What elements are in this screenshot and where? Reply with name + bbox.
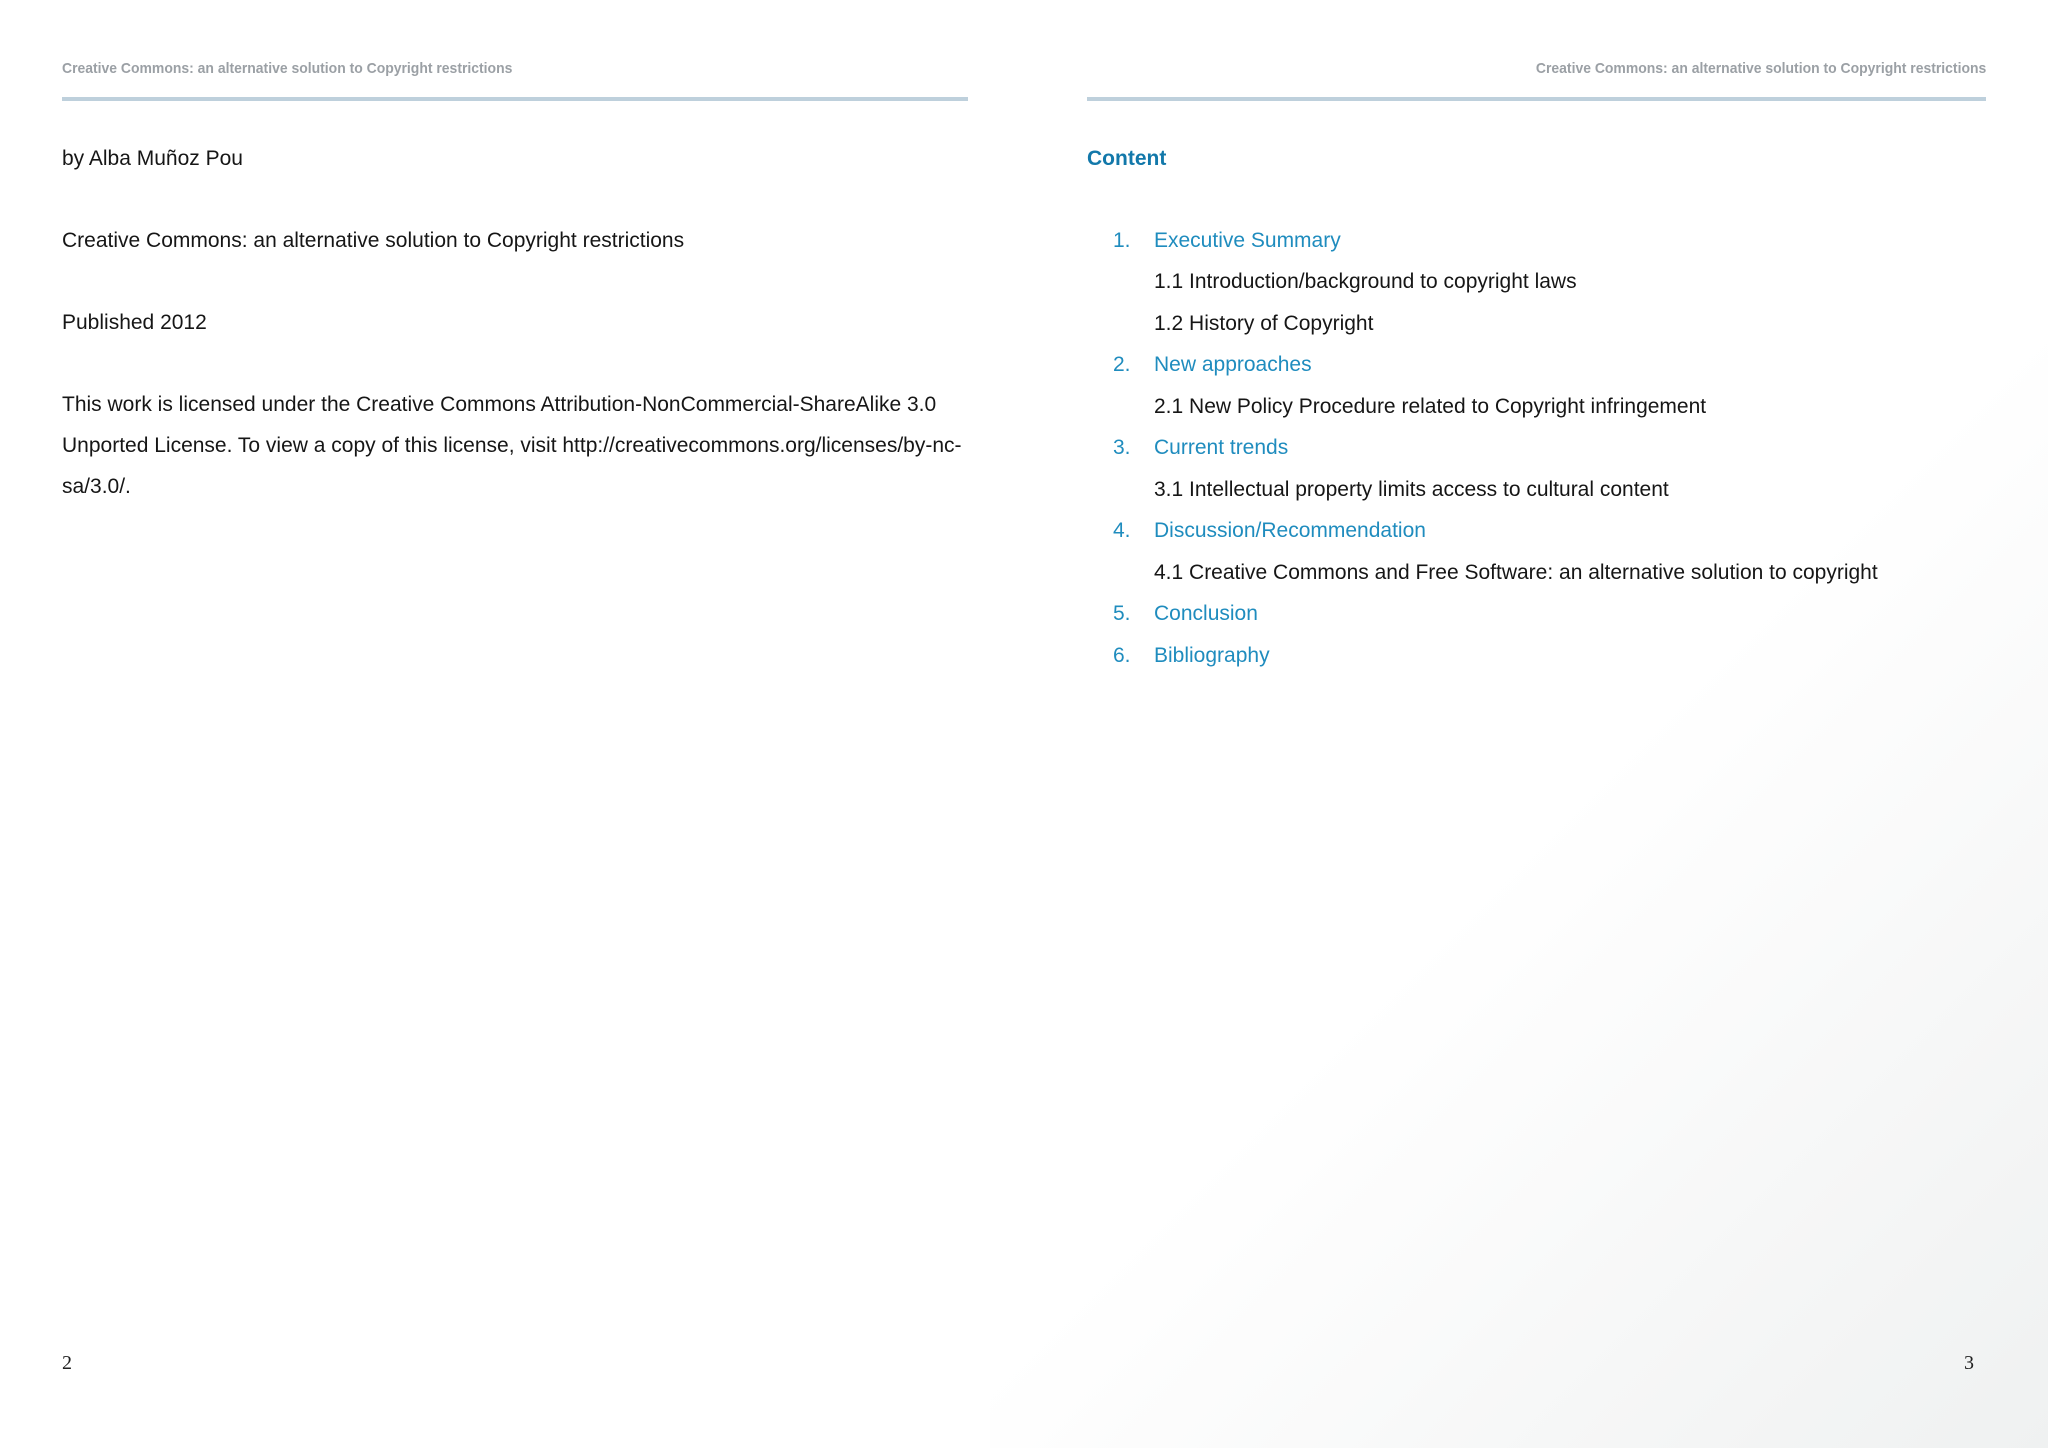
toc-item-label: Bibliography (1154, 643, 1270, 667)
toc-item-number: 5. (1113, 602, 1131, 626)
toc-item-label: 1.1 Introduction/background to copyright laws (1154, 270, 1577, 294)
header-rule-left (62, 97, 968, 101)
toc-item-label: Conclusion (1154, 602, 1258, 626)
toc-subitem (1087, 303, 2017, 345)
toc-subitem (1087, 262, 2017, 304)
toc-item[interactable] (1087, 220, 2017, 262)
toc-item-label: Discussion/Recommendation (1154, 519, 1426, 543)
toc-item[interactable] (1087, 594, 2017, 636)
toc-heading: Content (1087, 147, 1167, 170)
toc-item-label: 3.1 Intellectual property limits access to cultural content (1154, 477, 1669, 501)
toc-subitem (1087, 552, 2017, 594)
toc-subitem (1087, 469, 2017, 511)
toc-item-label: New approaches (1154, 353, 1312, 377)
toc-item[interactable] (1087, 345, 2017, 387)
running-header-right: Creative Commons: an alternative solution to Copyright restrictions (1535, 60, 1986, 77)
title-page-body (62, 138, 968, 548)
toc-item-label: 4.1 Creative Commons and Free Software: an alternative solution to copyright (1154, 560, 1878, 584)
license-line: Unported License. To view a copy of this license, visit http://creativecommons.org/licenses/by-nc- (62, 434, 962, 457)
page-right (990, 0, 2048, 1448)
byline: by Alba Muñoz Pou (62, 147, 243, 170)
running-header-left: Creative Commons: an alternative solution to Copyright restrictions (62, 60, 513, 77)
document-title: Creative Commons: an alternative solution to Copyright restrictions (62, 229, 685, 252)
license-line: This work is licensed under the Creative Commons Attribution-NonCommercial-ShareAlike 3.0 (62, 393, 937, 416)
license-paragraph (62, 384, 968, 507)
toc-item-number: 6. (1113, 643, 1131, 667)
toc-item-number: 4. (1113, 519, 1131, 543)
toc-item-label: 2.1 New Policy Procedure related to Copyright infringement (1154, 394, 1707, 418)
toc-item[interactable] (1087, 511, 2017, 553)
toc-item[interactable] (1087, 635, 2017, 677)
page-number-right: 3 (1964, 1352, 1974, 1374)
page-number-left: 2 (62, 1352, 72, 1374)
toc-item-label: 1.2 History of Copyright (1154, 311, 1374, 335)
license-line: sa/3.0/. (62, 475, 131, 498)
table-of-contents (1087, 138, 2017, 677)
toc-item-number: 2. (1113, 353, 1131, 377)
toc-item[interactable] (1087, 428, 2017, 470)
toc-list (1087, 220, 2017, 677)
toc-item-number: 1. (1113, 228, 1131, 252)
toc-item-label: Current trends (1154, 436, 1289, 460)
toc-subitem (1087, 386, 2017, 428)
published-line: Published 2012 (62, 311, 207, 334)
toc-item-number: 3. (1113, 436, 1131, 460)
page-left (0, 0, 990, 1448)
toc-item-label: Executive Summary (1154, 228, 1341, 252)
header-rule-right (1087, 97, 1986, 101)
